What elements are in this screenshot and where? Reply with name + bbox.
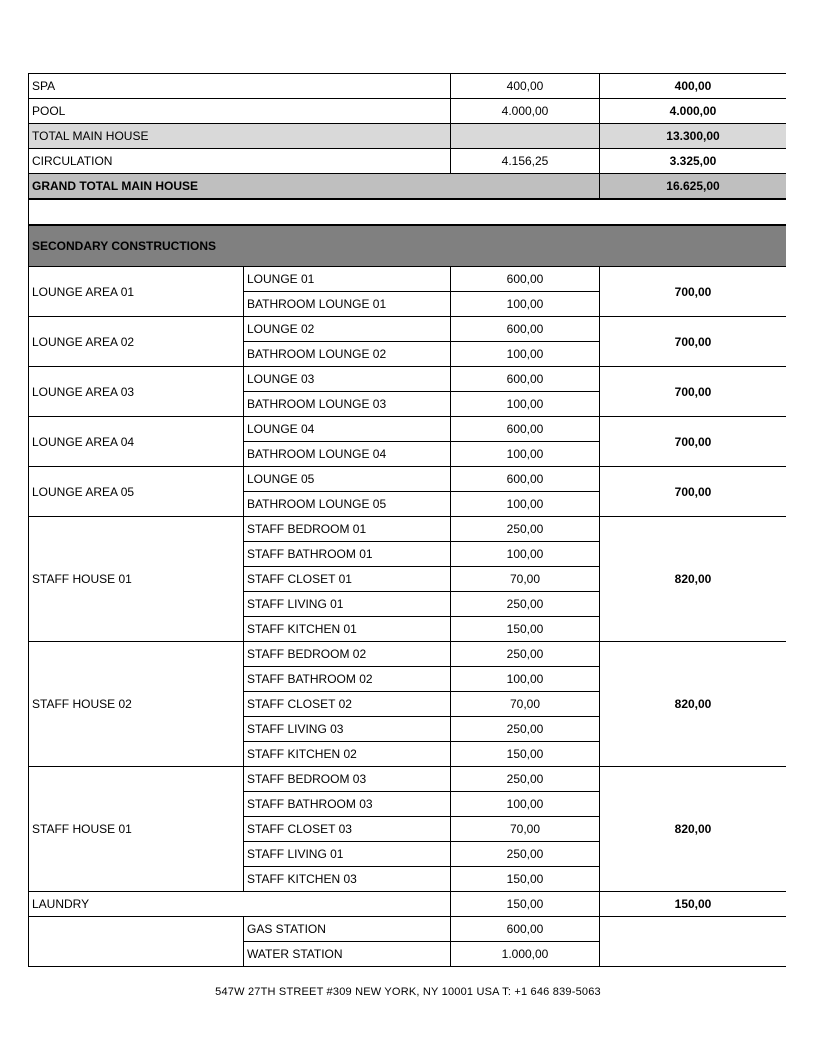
item-name: STAFF LIVING 01 [244,842,451,867]
table-row [29,417,787,442]
footer-address: 547W 27TH STREET #309 NEW YORK, NY 10001 USA T: +1 646 839-5063 [215,986,601,998]
section-header-row [29,225,787,267]
item-area: 600,00 [451,317,600,342]
circulation-row [29,149,787,174]
group-name: LOUNGE AREA 05 [29,467,244,517]
item-name: GAS STATION [244,917,451,942]
group-total: 700,00 [600,417,787,467]
row-area: 400,00 [451,74,600,99]
area-schedule-sheet [28,73,786,973]
grand-total-label: GRAND TOTAL MAIN HOUSE [29,174,600,200]
group-name: LOUNGE AREA 03 [29,367,244,417]
item-name: BATHROOM LOUNGE 04 [244,442,451,467]
item-area: 600,00 [451,917,600,942]
spacer-row [29,199,787,225]
item-area: 70,00 [451,817,600,842]
item-name: WATER STATION [244,942,451,967]
table-row [29,367,787,392]
area-table [28,73,786,967]
item-area: 150,00 [451,617,600,642]
item-area: 150,00 [451,867,600,892]
group-name: STAFF HOUSE 01 [29,517,244,642]
group-name: LOUNGE AREA 04 [29,417,244,467]
group-name: LOUNGE AREA 01 [29,267,244,317]
group-name: LOUNGE AREA 02 [29,317,244,367]
item-area: 100,00 [451,492,600,517]
item-area: 100,00 [451,392,600,417]
table-row [29,74,787,99]
table-row [29,267,787,292]
item-name: BATHROOM LOUNGE 05 [244,492,451,517]
group-name: STAFF HOUSE 02 [29,642,244,767]
item-area: 250,00 [451,517,600,542]
table-row [29,767,787,792]
group-name: STAFF HOUSE 01 [29,767,244,892]
circulation-label: CIRCULATION [29,149,451,174]
group-total: 700,00 [600,367,787,417]
group-total: 700,00 [600,467,787,517]
item-name: STAFF CLOSET 02 [244,692,451,717]
group-total [600,917,787,967]
group-total: 820,00 [600,517,787,642]
group-total: 820,00 [600,642,787,767]
item-name: STAFF KITCHEN 02 [244,742,451,767]
group-total: 700,00 [600,317,787,367]
item-name: STAFF LIVING 03 [244,717,451,742]
item-name: BATHROOM LOUNGE 03 [244,392,451,417]
item-name: STAFF BEDROOM 03 [244,767,451,792]
item-name: LOUNGE 03 [244,367,451,392]
group-name [29,917,244,967]
circulation-area: 4.156,25 [451,149,600,174]
total-main-house-area [451,124,600,149]
section-title: SECONDARY CONSTRUCTIONS [29,225,787,267]
item-name: STAFF BEDROOM 01 [244,517,451,542]
item-name: LOUNGE 02 [244,317,451,342]
item-name: LOUNGE 05 [244,467,451,492]
item-name: STAFF BATHROOM 01 [244,542,451,567]
item-area: 600,00 [451,267,600,292]
item-name: BATHROOM LOUNGE 02 [244,342,451,367]
table-row [29,467,787,492]
item-area: 100,00 [451,792,600,817]
row-area: 4.000,00 [451,99,600,124]
item-area: 100,00 [451,342,600,367]
grand-total-row [29,174,787,200]
item-name: STAFF CLOSET 03 [244,817,451,842]
item-area: 600,00 [451,417,600,442]
item-area: 70,00 [451,692,600,717]
item-name: LOUNGE 04 [244,417,451,442]
spacer-cell [29,199,787,225]
item-area: 1.000,00 [451,942,600,967]
item-area: 70,00 [451,567,600,592]
item-area: 600,00 [451,467,600,492]
item-name: STAFF BEDROOM 02 [244,642,451,667]
item-area: 250,00 [451,592,600,617]
row-label: SPA [29,74,451,99]
laundry-area: 150,00 [451,892,600,917]
laundry-row [29,892,787,917]
laundry-label: LAUNDRY [29,892,451,917]
item-name: STAFF CLOSET 01 [244,567,451,592]
item-area: 250,00 [451,767,600,792]
item-name: STAFF BATHROOM 03 [244,792,451,817]
item-name: STAFF BATHROOM 02 [244,667,451,692]
total-main-house-value: 13.300,00 [600,124,787,149]
circulation-total: 3.325,00 [600,149,787,174]
laundry-total: 150,00 [600,892,787,917]
item-area: 250,00 [451,717,600,742]
table-row [29,642,787,667]
item-area: 100,00 [451,542,600,567]
item-area: 100,00 [451,667,600,692]
row-total: 4.000,00 [600,99,787,124]
total-main-house-row [29,124,787,149]
item-name: STAFF KITCHEN 03 [244,867,451,892]
item-area: 600,00 [451,367,600,392]
item-area: 250,00 [451,842,600,867]
item-area: 150,00 [451,742,600,767]
table-row [29,317,787,342]
row-total: 400,00 [600,74,787,99]
total-main-house-label: TOTAL MAIN HOUSE [29,124,451,149]
item-name: STAFF LIVING 01 [244,592,451,617]
item-name: LOUNGE 01 [244,267,451,292]
grand-total-value: 16.625,00 [600,174,787,200]
row-label: POOL [29,99,451,124]
group-total: 700,00 [600,267,787,317]
item-area: 100,00 [451,442,600,467]
item-name: BATHROOM LOUNGE 01 [244,292,451,317]
table-row [29,99,787,124]
item-area: 250,00 [451,642,600,667]
item-name: STAFF KITCHEN 01 [244,617,451,642]
table-row [29,517,787,542]
item-area: 100,00 [451,292,600,317]
group-total: 820,00 [600,767,787,892]
table-row [29,917,787,942]
